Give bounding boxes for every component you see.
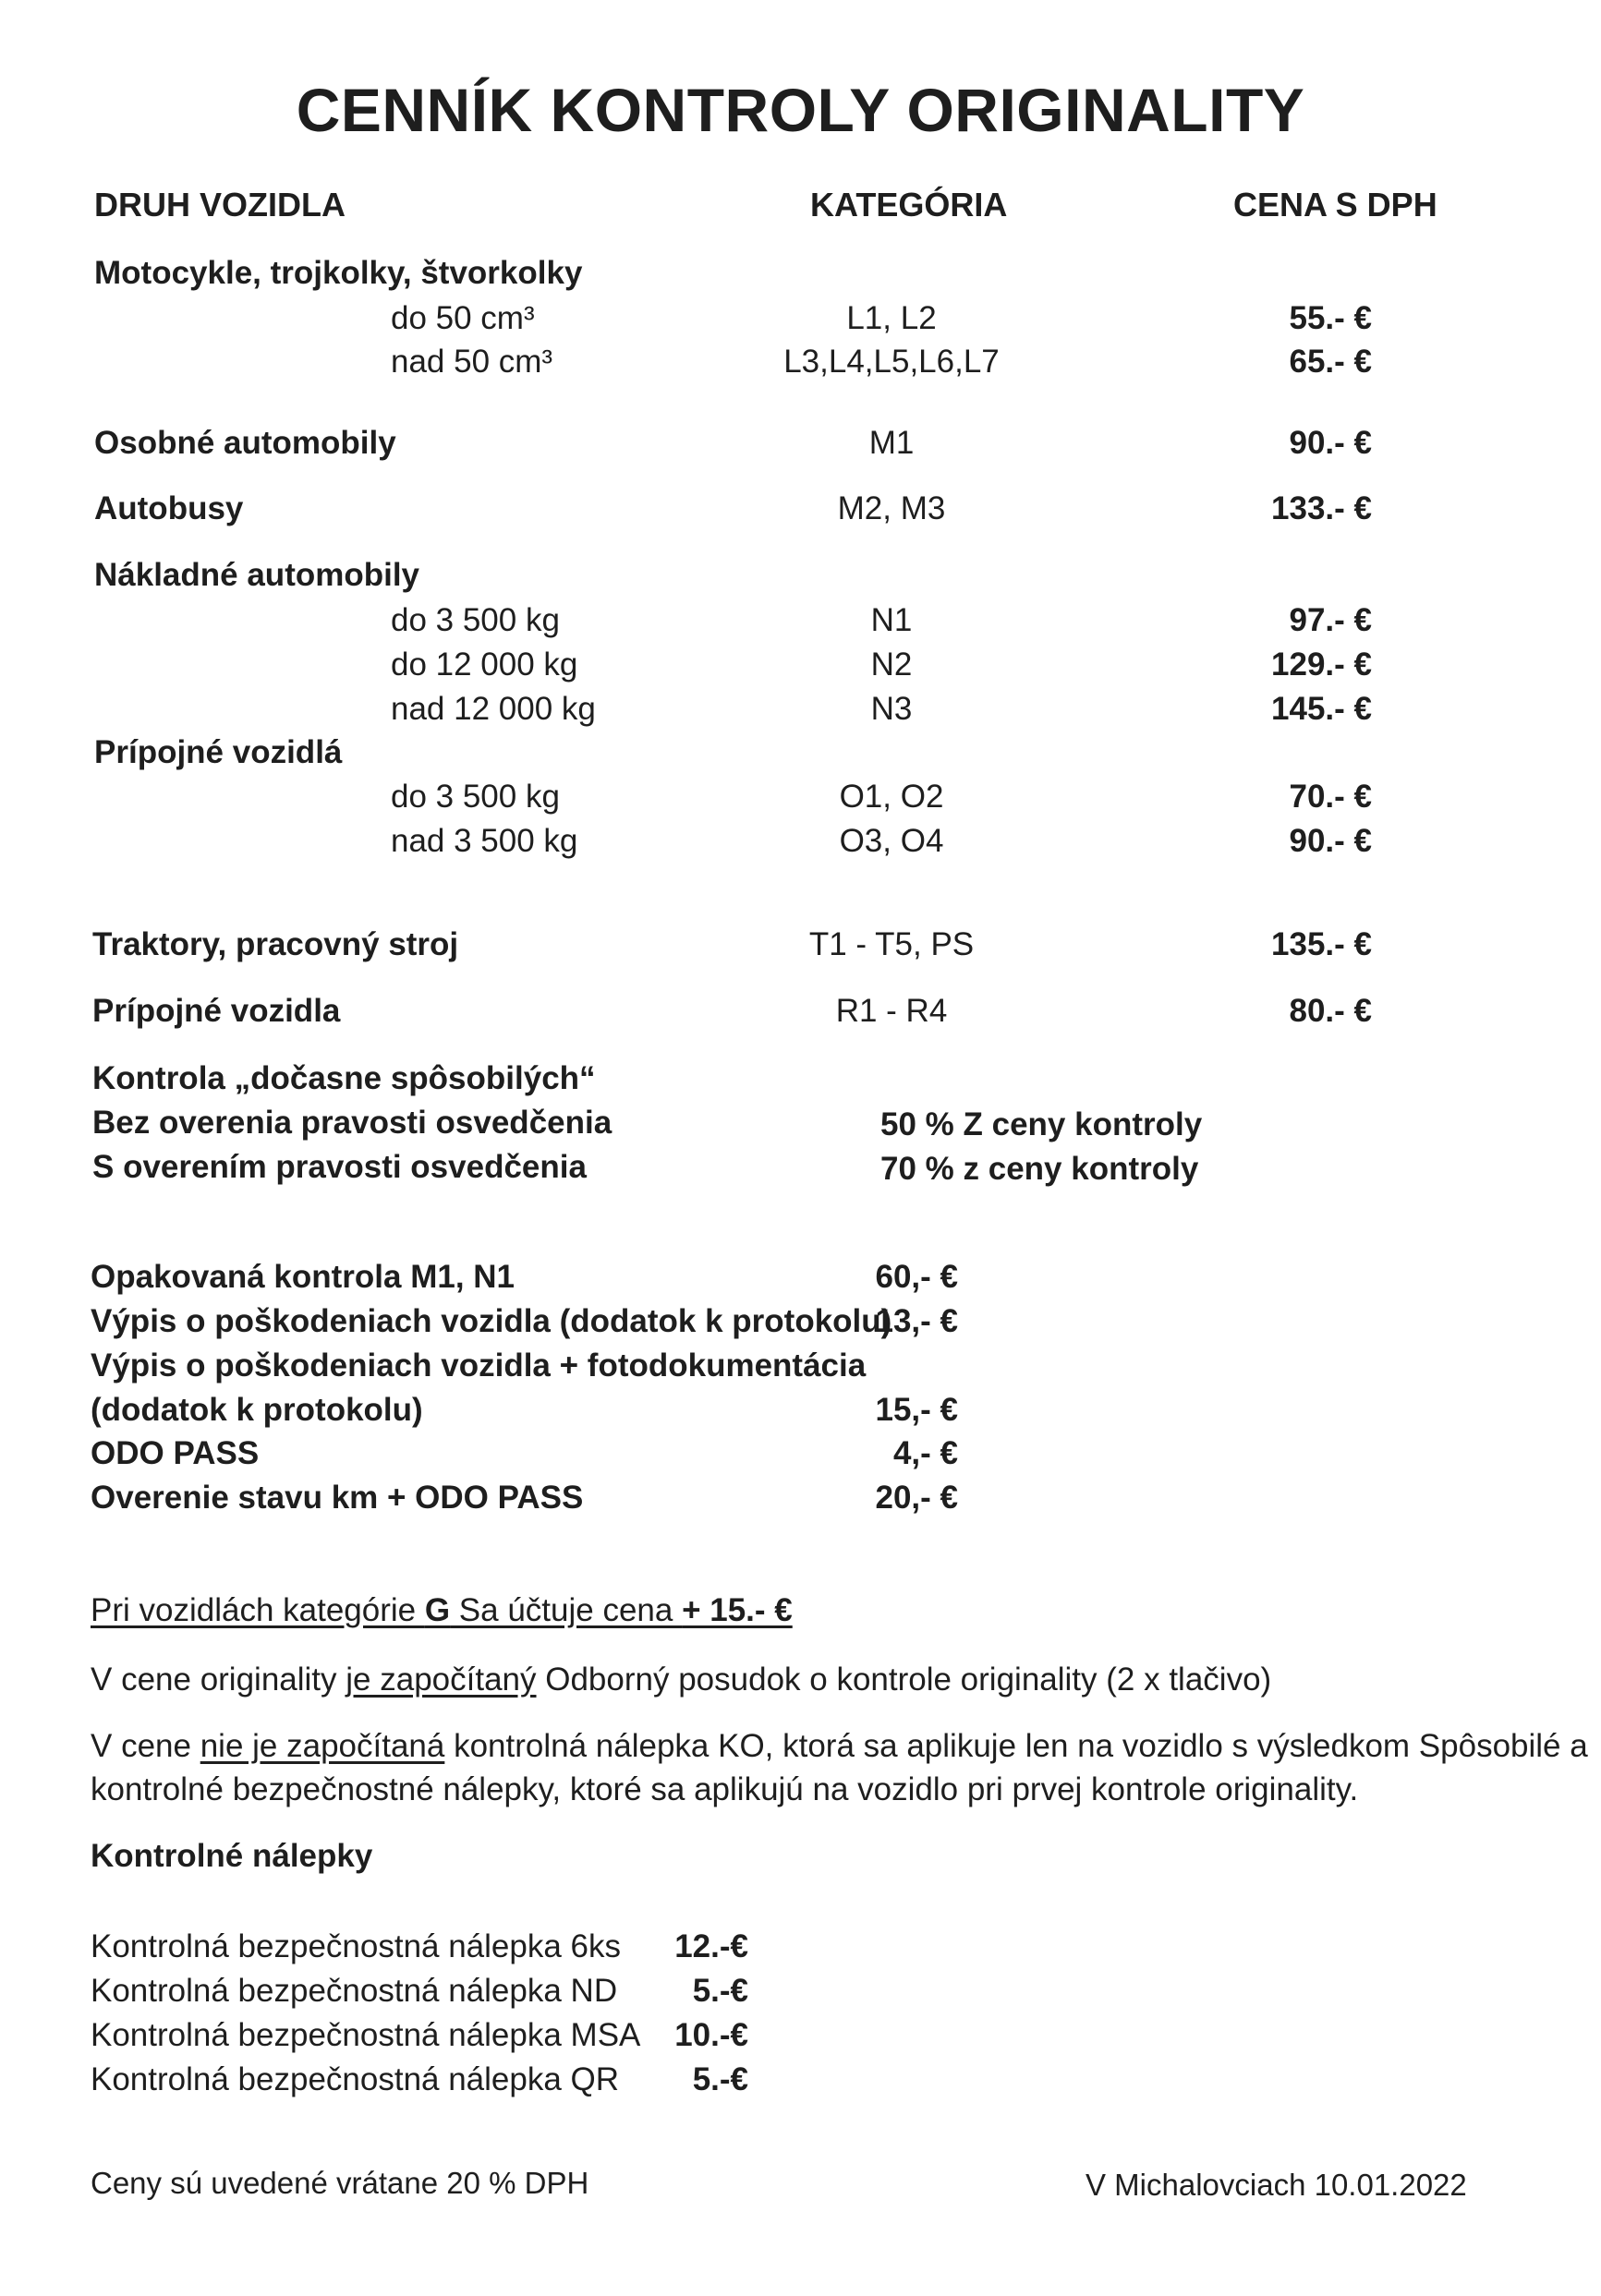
- row-price: 129.- €: [1271, 647, 1372, 683]
- group-cars: Osobné automobily: [94, 425, 396, 461]
- sticker-price: 5.-€: [692, 1973, 748, 2009]
- note-excl-c: kontrolná nálepka KO, ktorá sa aplikuje len na vozidlo s výsledkom Spôsobilé a: [444, 1728, 1588, 1764]
- row-price: 65.- €: [1289, 344, 1372, 380]
- group-trucks: Nákladné automobily: [94, 557, 420, 593]
- row-label: do 3 500 kg: [391, 779, 560, 815]
- group-tractor-trailers: Prípojné vozidla: [92, 993, 341, 1029]
- sticker-price: 5.-€: [692, 2061, 748, 2097]
- header-price: CENA S DPH: [1233, 186, 1437, 224]
- row-category: T1 - T5, PS: [808, 926, 975, 962]
- row-category: L1, L2: [846, 300, 937, 336]
- row-category: O3, O4: [839, 823, 944, 859]
- sticker-label: Kontrolná bezpečnostná nálepka QR: [91, 2061, 620, 2097]
- extra-damage-photo-price: 15,- €: [875, 1392, 958, 1428]
- sticker-label: Kontrolná bezpečnostná nálepka MSA: [91, 2017, 641, 2053]
- page-title: CENNÍK KONTROLY ORIGINALITY: [296, 76, 1305, 144]
- header-category: KATEGÓRIA: [810, 186, 1008, 224]
- note-g-d: + 15.- €: [682, 1592, 793, 1628]
- note-g-a: Pri vozidlách kategórie: [91, 1592, 425, 1628]
- note-g-b: G: [424, 1592, 451, 1628]
- footer-place-date: V Michalovciach 10.01.2022: [1086, 2168, 1467, 2202]
- row-category: M2, M3: [837, 490, 946, 526]
- note-incl-c: Odborný posudok o kontrole originality (2 x tlačivo): [536, 1662, 1272, 1698]
- extra-damage-label: Výpis o poškodeniach vozidla (dodatok k protokolu): [91, 1303, 892, 1339]
- group-buses: Autobusy: [94, 490, 244, 526]
- row-category: M1: [868, 425, 915, 461]
- row-category: N3: [870, 691, 913, 727]
- header-vehicle-type: DRUH VOZIDLA: [94, 186, 346, 224]
- note-g-c: Sa účtuje cena: [450, 1592, 683, 1628]
- footer-vat: Ceny sú uvedené vrátane 20 % DPH: [91, 2166, 589, 2200]
- temporary-value: 70 % z ceny kontroly: [880, 1151, 1199, 1187]
- row-category: N1: [870, 602, 913, 638]
- note-category-g: [91, 1594, 793, 1626]
- row-price: 55.- €: [1289, 300, 1372, 336]
- group-motorcycles: Motocykle, trojkolky, štvorkolky: [94, 255, 583, 291]
- row-label: do 50 cm³: [391, 300, 535, 336]
- row-price: 90.- €: [1289, 425, 1372, 461]
- group-tractors: Traktory, pracovný stroj: [92, 926, 459, 962]
- extra-damage-price: 13,- €: [875, 1303, 958, 1339]
- row-category: N2: [870, 647, 913, 683]
- row-price: 133.- €: [1271, 490, 1372, 526]
- row-label: nad 50 cm³: [391, 344, 553, 380]
- row-price: 135.- €: [1271, 926, 1372, 962]
- row-price: 90.- €: [1289, 823, 1372, 859]
- group-trailers: Prípojné vozidlá: [94, 734, 343, 770]
- note-included: [91, 1663, 1271, 1696]
- sticker-price: 12.-€: [674, 1928, 748, 1964]
- extra-damage-photo-label-2: (dodatok k protokolu): [91, 1392, 423, 1428]
- temporary-label: Bez overenia pravosti osvedčenia: [92, 1105, 613, 1141]
- extra-damage-photo-label: Výpis o poškodeniach vozidla + fotodokumentácia: [91, 1347, 867, 1384]
- temporary-value: 50 % Z ceny kontroly: [880, 1106, 1203, 1142]
- extra-km-odo-label: Overenie stavu km + ODO PASS: [91, 1480, 584, 1516]
- row-label: do 3 500 kg: [391, 602, 560, 638]
- note-excl-a: V cene: [91, 1728, 200, 1764]
- row-price: 80.- €: [1289, 993, 1372, 1029]
- row-category: O1, O2: [839, 779, 944, 815]
- row-price: 97.- €: [1289, 602, 1372, 638]
- temporary-title: [92, 1062, 596, 1094]
- row-label: nad 12 000 kg: [391, 691, 596, 727]
- stickers-title: Kontrolné nálepky: [91, 1838, 373, 1874]
- note-incl-b: je započítaný: [346, 1662, 537, 1698]
- extra-repeat-price: 60,- €: [875, 1259, 958, 1295]
- extra-odo-price: 4,- €: [892, 1435, 958, 1471]
- temporary-label: S overením pravosti osvedčenia: [92, 1149, 587, 1185]
- extra-repeat-label: Opakovaná kontrola M1, N1: [91, 1259, 515, 1295]
- row-category: L3,L4,L5,L6,L7: [783, 344, 1000, 380]
- row-price: 70.- €: [1289, 779, 1372, 815]
- extra-odo-label: ODO PASS: [91, 1435, 260, 1471]
- row-label: do 12 000 kg: [391, 647, 578, 683]
- row-price: 145.- €: [1271, 691, 1372, 727]
- row-label: nad 3 500 kg: [391, 823, 578, 859]
- sticker-price: 10.-€: [674, 2017, 748, 2053]
- row-category: R1 - R4: [835, 993, 948, 1029]
- note-excl-b: nie je započítaná: [200, 1728, 445, 1764]
- note-excluded: [91, 1730, 1588, 1762]
- note-category-g-text: [91, 1592, 793, 1628]
- sticker-label: Kontrolná bezpečnostná nálepka ND: [91, 1973, 618, 2009]
- sticker-label: Kontrolná bezpečnostná nálepka 6ks: [91, 1928, 622, 1964]
- note-incl-a: V cene originality: [91, 1662, 346, 1698]
- note-excluded-2: kontrolné bezpečnostné nálepky, ktoré sa aplikujú na vozidlo pri prvej kontrole originality.: [91, 1771, 1359, 1807]
- extra-km-odo-price: 20,- €: [875, 1480, 958, 1516]
- temporary-title-text: Kontrola „dočasne spôsobilých“: [92, 1060, 596, 1096]
